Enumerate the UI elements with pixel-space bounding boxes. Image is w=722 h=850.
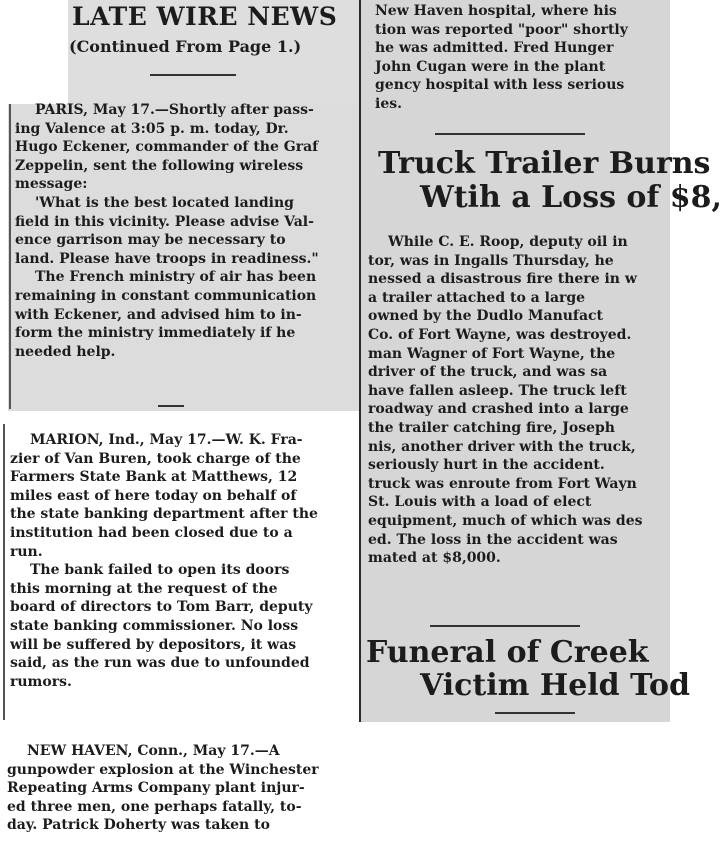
funeral-headline: Funeral of Creek bbox=[366, 635, 649, 670]
dispatch-line: form the ministry immediately if he bbox=[15, 325, 296, 342]
dispatch-line: PARIS, May 17.—Shortly after pass- bbox=[35, 102, 314, 118]
story-line: ed. The loss in the accident was bbox=[368, 531, 618, 548]
clipping-edge bbox=[9, 104, 11, 409]
story-line: tor, was in Ingalls Thursday, he bbox=[368, 252, 614, 269]
dispatch-line: 'What is the best located landing bbox=[35, 194, 294, 211]
dispatch-line: ing Valence at 3:05 p. m. today, Dr. bbox=[15, 120, 289, 137]
story-line: roadway and crashed into a large bbox=[368, 401, 629, 418]
story-line: a trailer attached to a large bbox=[368, 289, 586, 306]
dispatch-line: ed three men, one perhaps fatally, to- bbox=[7, 798, 302, 815]
dispatch-line: needed help. bbox=[15, 343, 116, 360]
dispatch-line: will be suffered by depositors, it was bbox=[10, 636, 297, 653]
dispatch-line: Repeating Arms Company plant injur- bbox=[7, 780, 305, 797]
dispatch-line: the state banking department after the bbox=[10, 506, 318, 523]
story-line: seriously hurt in the accident. bbox=[368, 457, 605, 474]
story-line: driver of the truck, and was sa bbox=[368, 364, 608, 381]
late-wire-subhead: (Continued From Page 1.) bbox=[69, 37, 302, 56]
dispatch-line: board of directors to Tom Barr, deputy bbox=[10, 599, 313, 616]
dispatch-line: message: bbox=[15, 176, 88, 193]
dispatch-line: remaining in constant communication bbox=[15, 287, 317, 304]
dispatch-line: miles east of here today on behalf of bbox=[10, 487, 297, 504]
dispatch-line: Hugo Eckener, commander of the Graf bbox=[15, 139, 319, 156]
story-line: nessed a disastrous fire there in w bbox=[368, 271, 637, 288]
dispatch-line: New Haven hospital, where his bbox=[375, 3, 617, 19]
dispatch-line: land. Please have troops in readiness." bbox=[15, 250, 319, 267]
truck-story bbox=[368, 233, 642, 568]
clipping-edge bbox=[3, 424, 5, 720]
section-rule bbox=[495, 712, 575, 714]
story-line: equipment, much of which was des bbox=[368, 512, 643, 529]
section-rule bbox=[150, 74, 236, 76]
dispatch-line: with Eckener, and advised him to in- bbox=[15, 306, 302, 323]
dispatch-line: Zeppelin, sent the following wireless bbox=[15, 157, 304, 174]
paris-dispatch bbox=[15, 101, 319, 361]
dispatch-line: zier of Van Buren, took charge of the bbox=[10, 450, 301, 467]
story-line: the trailer catching fire, Joseph bbox=[368, 419, 615, 436]
dispatch-line: institution had been closed due to a bbox=[10, 524, 293, 541]
dispatch-line: ies. bbox=[375, 95, 402, 112]
dispatch-line: day. Patrick Doherty was taken to bbox=[7, 817, 270, 834]
dispatch-line: Farmers State Bank at Matthews, 12 bbox=[10, 469, 298, 486]
late-wire-headline: LATE WIRE NEWS bbox=[72, 2, 338, 31]
dispatch-line: ence garrison may be necessary to bbox=[15, 232, 286, 249]
dispatch-line: rumors. bbox=[10, 673, 72, 690]
story-line: Co. of Fort Wayne, was destroyed. bbox=[368, 326, 632, 343]
story-line: man Wagner of Fort Wayne, the bbox=[368, 345, 616, 362]
section-rule bbox=[158, 405, 184, 407]
story-line: have fallen asleep. The truck left bbox=[368, 382, 627, 399]
story-line: While C. E. Roop, deputy oil in bbox=[388, 234, 628, 250]
dispatch-line: John Cugan were in the plant bbox=[375, 58, 606, 75]
story-line: St. Louis with a load of elect bbox=[368, 494, 592, 511]
dispatch-line: MARION, Ind., May 17.—W. K. Fra- bbox=[30, 432, 303, 448]
dispatch-line: The French ministry of air has been bbox=[35, 269, 317, 286]
section-rule bbox=[435, 133, 585, 135]
dispatch-line: run. bbox=[10, 543, 43, 560]
dispatch-line: he was admitted. Fred Hunger bbox=[375, 40, 614, 57]
dispatch-line: The bank failed to open its doors bbox=[30, 562, 290, 579]
story-line: owned by the Dudlo Manufact bbox=[368, 308, 604, 325]
truck-headline: Truck Trailer Burns bbox=[378, 146, 711, 181]
dispatch-line: field in this vicinity. Please advise Val- bbox=[15, 213, 314, 230]
dispatch-line: state banking commissioner. No loss bbox=[10, 617, 299, 634]
dispatch-line: said, as the run was due to unfounded bbox=[10, 655, 310, 672]
dispatch-line: NEW HAVEN, Conn., May 17.—A bbox=[27, 743, 280, 759]
dispatch-line: tion was reported "poor" shortly bbox=[375, 21, 628, 38]
dispatch-line: gency hospital with less serious bbox=[375, 77, 625, 94]
marion-dispatch bbox=[10, 431, 318, 691]
column-divider bbox=[359, 0, 361, 722]
story-line: mated at $8,000. bbox=[368, 550, 501, 567]
truck-headline: Wtih a Loss of $8, bbox=[420, 180, 722, 215]
new-haven-continued bbox=[375, 2, 628, 114]
dispatch-line: this morning at the request of the bbox=[10, 580, 278, 597]
new-haven-dispatch bbox=[7, 742, 319, 835]
section-rule bbox=[430, 625, 580, 627]
funeral-headline: Victim Held Tod bbox=[420, 668, 690, 703]
dispatch-line: gunpowder explosion at the Winchester bbox=[7, 761, 319, 778]
story-line: nis, another driver with the truck, bbox=[368, 438, 636, 455]
story-line: truck was enroute from Fort Wayn bbox=[368, 475, 637, 492]
